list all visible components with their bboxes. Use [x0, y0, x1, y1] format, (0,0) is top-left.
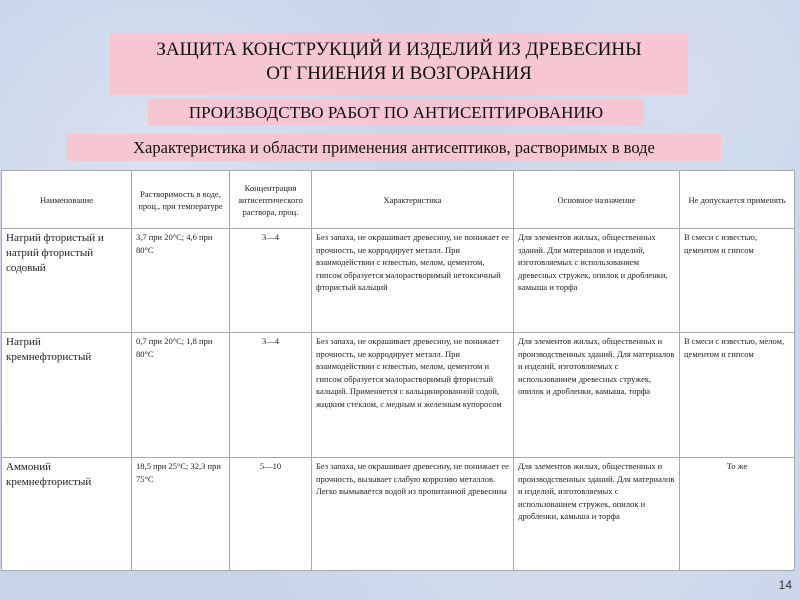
cell-solubility: 0,7 при 20°С; 1,8 при 80°С: [132, 333, 230, 458]
cell-characteristic: Без запаха, не окрашивает древесину, не понижает ее прочность, вызывает слабую коррозию металлов. Легко вымывается водой из пропитанной древесины: [312, 458, 514, 571]
header-purpose: Основное назначение: [514, 171, 680, 229]
cell-concentration: 3—4: [230, 229, 312, 333]
cell-concentration: 3—4: [230, 333, 312, 458]
cell-not-allowed: То же: [680, 458, 795, 571]
page-title: [110, 33, 688, 95]
cell-name: Натрий кремнефтористый: [2, 333, 132, 458]
cell-characteristic: Без запаха, не окрашивает древесину, не понижает прочность, не корродирует металл. При взаимодействии с известью, мелом, цементом и гипсом образуется малорастворимый фтористый кальций. Применяется с кальцинированной содой, жидким стеклом, с медным и железным купоросом: [312, 333, 514, 458]
table-caption: Характеристика и области применения антисептиков, растворимых в воде: [67, 134, 721, 161]
page-title-line-2: ОТ ГНИЕНИЯ И ВОЗГОРАНИЯ: [266, 63, 532, 84]
section-subtitle: ПРОИЗВОДСТВО РАБОТ ПО АНТИСЕПТИРОВАНИЮ: [148, 99, 644, 126]
header-not-allowed: Не допускается применять: [680, 171, 795, 229]
antiseptics-table: [1, 170, 795, 571]
header-concentration: Концентрация антисептического раствора, проц.: [230, 171, 312, 229]
header-name: Наименование: [2, 171, 132, 229]
cell-characteristic: Без запаха, не окрашивает древесину, не понижает ее прочность, не корродирует металл. При взаимодействии с известью, мелом, цементом, гипсом образуется малорастворимый нетоксичный фтористый кальций: [312, 229, 514, 333]
cell-purpose: Для элементов жилых, общественных и производственных зданий. Для материалов и изделий, изготовляемых с использованием древесных стружек, опилок и дробленки, камыша, торфа: [514, 333, 680, 458]
cell-solubility: 18,5 при 25°С; 32,3 при 75°С: [132, 458, 230, 571]
cell-not-allowed: В смеси с известью, мелом, цементом и гипсом: [680, 333, 795, 458]
table-row: [2, 458, 795, 571]
table-header-row: [2, 171, 795, 229]
table-row: [2, 333, 795, 458]
header-characteristic: Характеристика: [312, 171, 514, 229]
page-number: 14: [778, 578, 792, 592]
header-solubility: Растворимость в воде, проц., при температуре: [132, 171, 230, 229]
cell-name: Натрий фтористый и натрий фтористый содовый: [2, 229, 132, 333]
page-title-line-1: ЗАЩИТА КОНСТРУКЦИЙ И ИЗДЕЛИЙ ИЗ ДРЕВЕСИНЫ: [156, 39, 642, 60]
cell-concentration: 5—10: [230, 458, 312, 571]
table-row: [2, 229, 795, 333]
cell-name: Аммоний кремнефтористый: [2, 458, 132, 571]
cell-not-allowed: В смеси с известью, цементом и гипсом: [680, 229, 795, 333]
cell-solubility: 3,7 при 20°С; 4,6 при 80°С: [132, 229, 230, 333]
cell-purpose: Для элементов жилых, общественных и производственных зданий. Для материалов и изделий, изготовляемых с использованием стружек, опилок и дробленки, камыша и торфа: [514, 458, 680, 571]
cell-purpose: Для элементов жилых, общественных зданий. Для материалов и изделий, изготовляемых с использованием древесных стружек, опилок и дробленки, камыша и торфа: [514, 229, 680, 333]
